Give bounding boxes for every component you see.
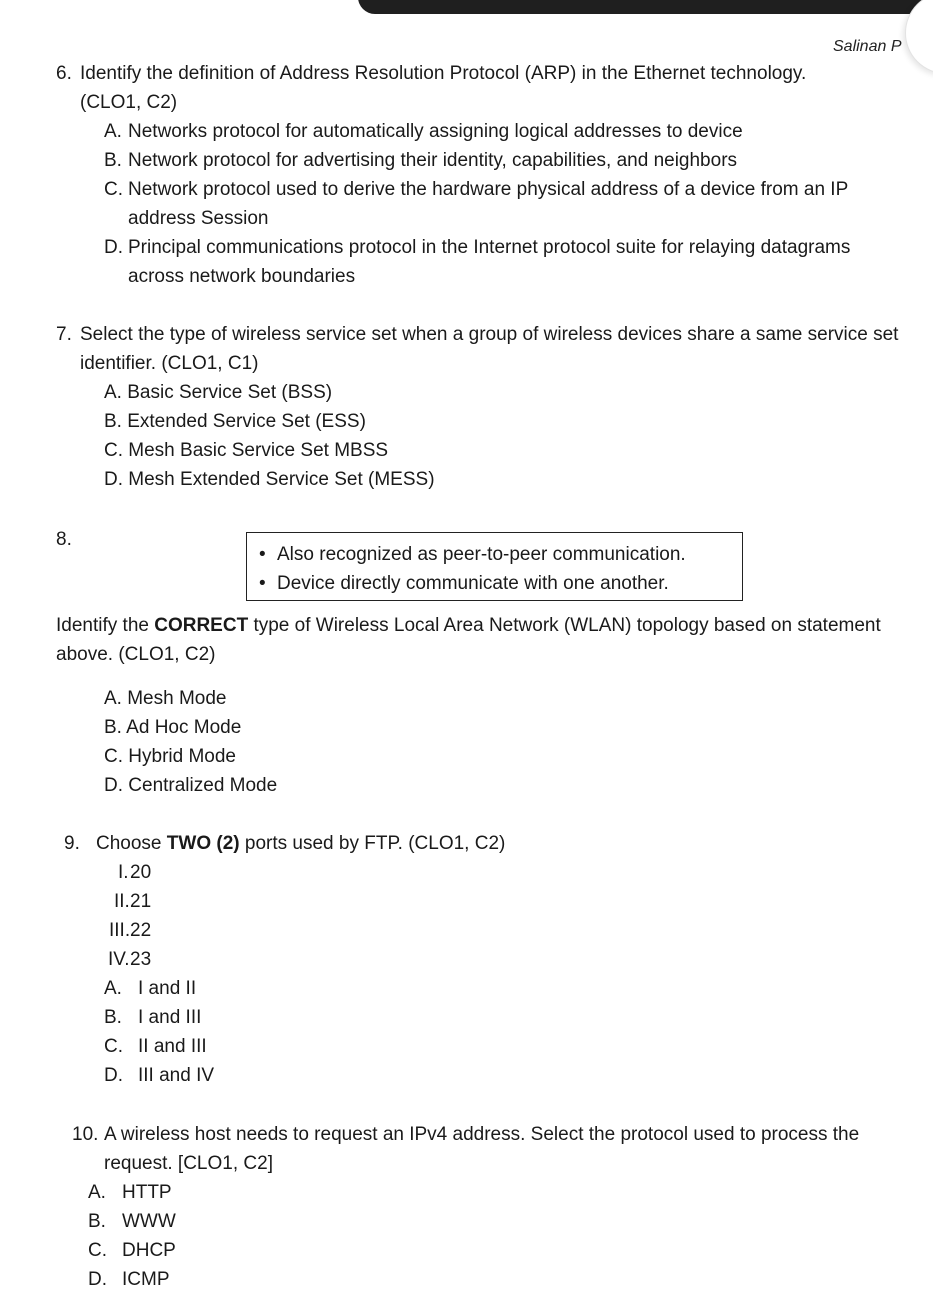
option-label: D. — [88, 1269, 107, 1290]
top-toolbar — [358, 0, 933, 14]
option-text: HTTP — [122, 1182, 172, 1203]
question-number: 7. — [56, 324, 72, 345]
roman-value: 22 — [130, 920, 152, 941]
option-text: Networks protocol for automatically assigning logical addresses to device — [128, 121, 743, 142]
question-text: Identify the CORRECT type of Wireless Local Area Network (WLAN) topology based on statement — [56, 615, 881, 636]
question-text-cont: above. (CLO1, C2) — [56, 644, 216, 665]
option-label: B. — [104, 150, 122, 171]
option-text: DHCP — [122, 1240, 176, 1261]
roman-numeral: I. — [118, 862, 129, 883]
option-text: Network protocol for advertising their identity, capabilities, and neighbors — [128, 150, 738, 171]
emphasis-text: CORRECT — [154, 615, 249, 636]
option: D. Mesh Extended Service Set (MESS) — [104, 469, 435, 490]
option-text: III and IV — [138, 1065, 215, 1086]
question-text: A wireless host needs to request an IPv4 address. Select the protocol used to process the — [104, 1124, 860, 1145]
option: A. Mesh Mode — [104, 688, 227, 709]
bullet-icon: • — [259, 544, 266, 565]
question-number: 8. — [56, 529, 72, 550]
roman-value: 21 — [130, 891, 152, 912]
option-text: ICMP — [122, 1269, 170, 1290]
option-label: A. — [88, 1182, 106, 1203]
question-text-cont: (CLO1, C2) — [80, 92, 178, 113]
question-text-cont: identifier. (CLO1, C1) — [80, 353, 259, 374]
statement-item — [259, 545, 686, 564]
option-text-cont: address Session — [128, 208, 269, 229]
option-label: C. — [88, 1240, 107, 1261]
statement-text: Also recognized as peer-to-peer communication. — [277, 544, 686, 565]
option-text: I and III — [138, 1007, 202, 1028]
option-text-cont: across network boundaries — [128, 266, 356, 287]
question-number: 6. — [56, 63, 72, 84]
question-text-cont: request. [CLO1, C2] — [104, 1153, 273, 1174]
option-label: C. — [104, 1036, 123, 1057]
option-text: II and III — [138, 1036, 207, 1057]
option-label: B. — [104, 1007, 122, 1028]
roman-numeral: II. — [114, 891, 130, 912]
bullet-icon: • — [259, 573, 266, 594]
option-label: D. — [104, 1065, 123, 1086]
option-label: A. — [104, 978, 122, 999]
roman-value: 20 — [130, 862, 152, 883]
roman-numeral: IV. — [108, 949, 130, 970]
option-label: A. — [104, 121, 122, 142]
option-text: I and II — [138, 978, 197, 999]
statement-box — [246, 532, 743, 601]
question-number: 9. — [64, 833, 80, 854]
emphasis-text: TWO (2) — [166, 833, 240, 854]
option: D. Centralized Mode — [104, 775, 278, 796]
option: B. Extended Service Set (ESS) — [104, 411, 366, 432]
option: B. Ad Hoc Mode — [104, 717, 242, 738]
header-label: Salinan P — [833, 38, 902, 55]
option: C. Hybrid Mode — [104, 746, 236, 767]
statement-text: Device directly communicate with one another. — [277, 573, 669, 594]
question-text: Select the type of wireless service set when a group of wireless devices share a same service set — [80, 325, 899, 344]
roman-numeral: III. — [109, 920, 131, 941]
option-text: Principal communications protocol in the Internet protocol suite for relaying datagrams — [128, 237, 851, 258]
statement-item — [259, 574, 669, 593]
option: A. Basic Service Set (BSS) — [104, 382, 333, 403]
question-text: Choose TWO (2) ports used by FTP. (CLO1, C2) — [96, 833, 506, 854]
question-number: 10. — [72, 1124, 99, 1145]
option-text: Network protocol used to derive the hardware physical address of a device from an IP — [128, 179, 849, 200]
question-text: Identify the definition of Address Resolution Protocol (ARP) in the Ethernet technology. — [80, 63, 807, 84]
option-text: WWW — [122, 1211, 176, 1232]
roman-value: 23 — [130, 949, 152, 970]
option-label: B. — [88, 1211, 106, 1232]
option: C. Mesh Basic Service Set MBSS — [104, 440, 389, 461]
option-label: C. — [104, 179, 123, 200]
option-label: D. — [104, 237, 123, 258]
